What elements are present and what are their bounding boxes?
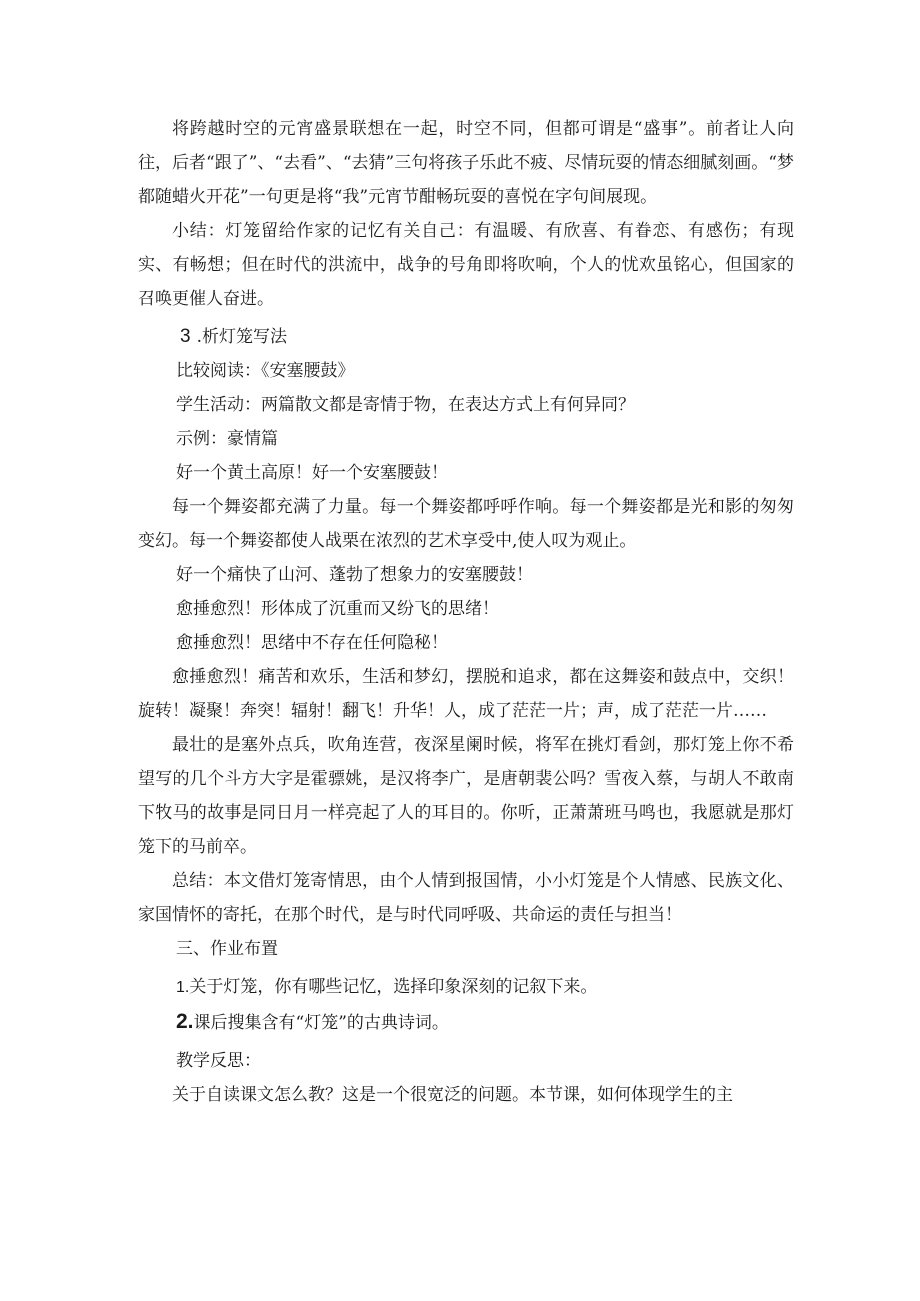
line-compare-reading: 比较阅读：《安塞腰鼓》 — [176, 361, 355, 381]
line-no-secrets: 愈捶愈烈！思绪中不存在任何隐秘！ — [176, 633, 448, 653]
reflection-text: 关于自读课文怎么教？这是一个很宽泛的问题。本节课，如何体现学生的主 — [172, 1085, 733, 1105]
section-title: .析灯笼写法 — [196, 327, 287, 347]
line-loess-plateau: 好一个黄土高原！好一个安塞腰鼓！ — [176, 463, 448, 483]
line-student-activity: 学生活动：两篇散文都是寄情于物，在表达方式上有何异同？ — [176, 395, 635, 415]
paragraph-dance-postures: 每一个舞姿都充满了力量。每一个舞姿都呼呼作响。每一个舞姿都是光和影的匆匆变幻。每一个舞姿都使人战栗在浓烈的艺术享受中,使人叹为观止。 — [138, 497, 794, 551]
document-page — [138, 112, 794, 1112]
line-rivers-mountains: 好一个痛快了山河、蓬勃了想象力的安塞腰鼓！ — [176, 565, 533, 585]
reflection-title: 教学反思： — [176, 1051, 261, 1071]
homework-item-number: 2. — [176, 1010, 194, 1033]
paragraph-military: 最壮的是塞外点兵，吹角连营，夜深星阑时候，将军在挑灯看剑，那灯笼上你不希望写的几个斗方大字是霍骠姚，是汉将李广，是唐朝裴公吗？雪夜入蔡，与胡人不敢南下牧马的故事是同日月一样亮起了人的耳目的。你听，正萧萧班马鸣也，我愿就是那灯笼下的马前卒。 — [138, 735, 794, 857]
line-form-thoughts: 愈捶愈烈！形体成了沉重而又纷飞的思绪！ — [176, 599, 499, 619]
line-example: 示例：豪情篇 — [176, 429, 278, 449]
paragraph-lantern-festival: 将跨越时空的元宵盛景联想在一起，时空不同，但都可谓是“盛事”。前者让人向往，后者“跟了”、“去看”、“去猜”三句将孩子乐此不疲、尽情玩耍的情态细腻刻画。“梦都随蜡火开花”一句更是将“我”元宵节酣畅玩耍的喜悦在字句间展现。 — [138, 119, 794, 207]
homework-item-2 — [138, 1005, 794, 1040]
paragraph-summary: 小结：灯笼留给作家的记忆有关自己：有温暖、有欣喜、有眷恋、有感伤；有现实、有畅想；但在时代的洪流中，战争的号角即将吹响，个人的忧欢虽铭心，但国家的召唤更催人奋进。 — [138, 221, 794, 309]
paragraph-intertwine: 愈捶愈烈！痛苦和欢乐，生活和梦幻，摆脱和追求，都在这舞姿和鼓点中，交织！旋转！凝聚！奔突！辐射！翻飞！升华！人，成了茫茫一片；声，成了茫茫一片…… — [138, 667, 794, 721]
section-heading-3 — [138, 320, 794, 354]
homework-title: 三、作业布置 — [176, 939, 278, 959]
homework-item-1 — [138, 970, 794, 1005]
section-number: 3 — [180, 326, 191, 347]
homework-item-number: 1. — [176, 979, 190, 996]
homework-item-text: 课后搜集含有“灯笼”的古典诗词。 — [193, 1013, 449, 1033]
homework-item-text: 关于灯笼，你有哪些记忆，选择印象深刻的记叙下来。 — [189, 977, 598, 997]
paragraph-conclusion: 总结：本文借灯笼寄情思，由个人情到报国情，小小灯笼是个人情感、民族文化、家国情怀的寄托，在那个时代，是与时代同呼吸、共命运的责任与担当！ — [138, 871, 794, 925]
